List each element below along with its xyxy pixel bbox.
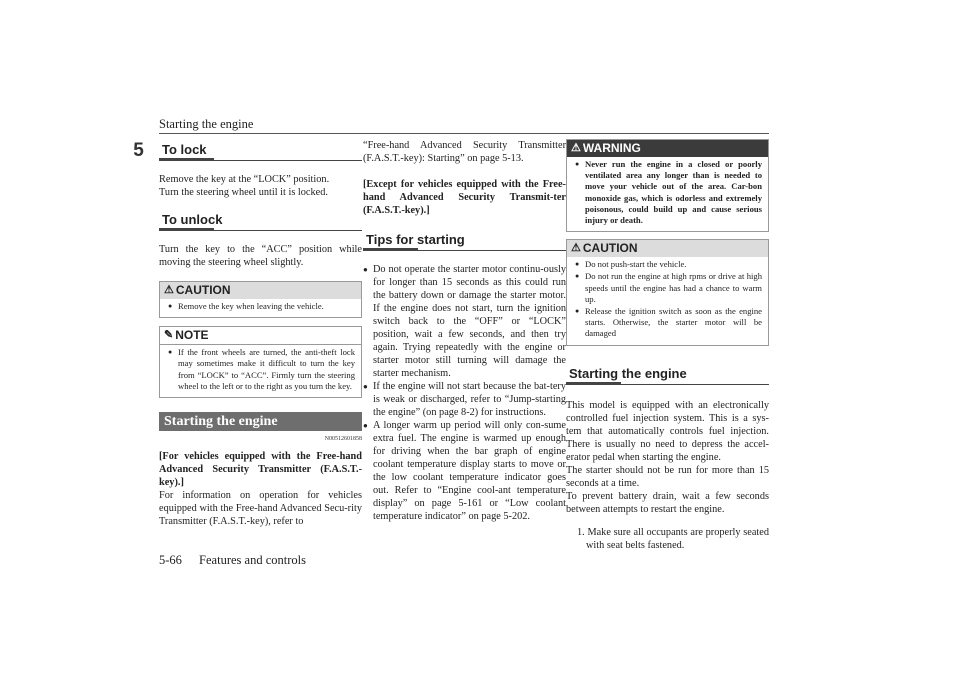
section-name: Features and controls (199, 553, 306, 567)
continued-reference: “Free-hand Advanced Security Transmitter (F.A.S.T.-key): Starting” on page 5-13. (363, 140, 566, 164)
note-item: ● If the front wheels are turned, the anti-theft lock may sometimes make it difficult to turn the key from “LOCK” to “ACC”. Firmly turn the steering wheel to the left or to the right as you turn the key. (178, 347, 355, 392)
caution-item: ● Remove the key when leaving the vehicle. (178, 301, 355, 312)
warning-header (567, 140, 768, 157)
document-id: N00512601858 (324, 436, 362, 443)
note-box (159, 326, 362, 398)
caution-header (567, 240, 768, 257)
step-1: 1. Make sure all occupants are properly seated with seat belts fastened. (577, 526, 769, 551)
body-paragraph: This model is equipped with an electronically controlled fuel injection system. This is a sys-tem that automatically controls fuel injection. There is usually no need to depress the accel-erator pedal when starting the engine. (566, 399, 769, 463)
page-footer (159, 553, 306, 568)
warning-item: ● Never run the engine in a closed or poorly ventilated area any longer than is needed to move your vehicle out of the area. Car-bon monoxide gas, which is odorless and extremely poisonous, could build up and cause serious injury or death. (585, 159, 762, 226)
starting-engine-heading: Starting the engine (159, 412, 362, 431)
tips-list (363, 263, 566, 523)
tip-item: ● A longer warm up period will only con-sume extra fuel. The engine is warmed up enough for driving when the bar graph of engine coolant temperature display starts to move or the low coolant temperature indicator goes out. Refer to “Engine cool-ant temperature display” on page 5-161 or “Low coolant temperature indicator” on page 5-202. (373, 419, 566, 523)
running-header: Starting the engine (159, 117, 254, 131)
except-fast-key-subheading: [Except for vehicles equipped with the Free-hand Advanced Security Transmit-ter (F.A.S.T.-key).] (363, 179, 566, 216)
tip-item: ● Do not operate the starter motor continu-ously for longer than 15 seconds as this could run the battery down or damage the starter motor. If the engine does not start, turn the ignition switch back to the “OFF” or “LOCK” position, wait a few seconds, and then try again. Trying repeatedly with the engine or starter motor still turning will damage the starter mechanism. (373, 263, 566, 380)
unlock-text: Turn the key to the “ACC” position while moving the steering wheel slightly. (159, 244, 362, 268)
note-title: NOTE (175, 328, 209, 343)
lock-line-2: Turn the steering wheel until it is locked. (159, 187, 328, 198)
caution-box (566, 239, 769, 345)
caution-item: ● Do not run the engine at high rpms or drive at high speeds until the engine has had a chance to warm up. (585, 271, 762, 305)
header-rule (159, 133, 769, 134)
starting-engine-heading: Starting the engine (566, 364, 769, 385)
note-header (160, 327, 361, 345)
caution-title: CAUTION (175, 283, 231, 297)
column-3 (566, 139, 769, 552)
to-lock-heading: To lock (159, 140, 362, 161)
warning-triangle-icon: ⚠ (164, 284, 174, 296)
pencil-icon: ✎ (164, 329, 174, 342)
warning-box (566, 139, 769, 232)
caution-header (160, 282, 361, 299)
warning-title: WARNING (582, 141, 641, 155)
fast-key-subheading: [For vehicles equipped with the Free-hand Advanced Security Transmitter (F.A.S.T.-key).] (159, 451, 362, 489)
fast-key-body: For information on operation for vehicles equipped with the Free-hand Advanced Secu-rity Transmitter (F.A.S.T.-key), refer to (159, 490, 362, 528)
tip-item: ● If the engine will not start because the bat-tery is weak or discharged, refer to “Jump-starting the engine” (on page 8-2) for instructions. (373, 380, 566, 419)
page-number: 5-66 (159, 553, 182, 567)
column-1 (159, 140, 362, 528)
caution-box (159, 281, 362, 318)
tips-heading: Tips for starting (363, 230, 566, 251)
caution-title: CAUTION (582, 241, 638, 256)
to-unlock-heading: To unlock (159, 210, 362, 231)
caution-item: ● Release the ignition switch as soon as the engine starts. Otherwise, the starter motor will be damaged (585, 306, 762, 340)
warning-triangle-icon: ⚠ (571, 242, 581, 255)
column-2 (363, 139, 566, 523)
body-paragraph: The starter should not be run for more than 15 seconds at a time. (566, 464, 769, 489)
lock-line-1: Remove the key at the “LOCK” position. (159, 174, 330, 185)
body-paragraph: To prevent battery drain, wait a few seconds between attempts to restart the engine. (566, 490, 769, 515)
caution-item: ● Do not push-start the vehicle. (585, 259, 762, 270)
chapter-number: 5 (133, 139, 144, 161)
warning-triangle-icon: ⚠ (571, 142, 581, 154)
